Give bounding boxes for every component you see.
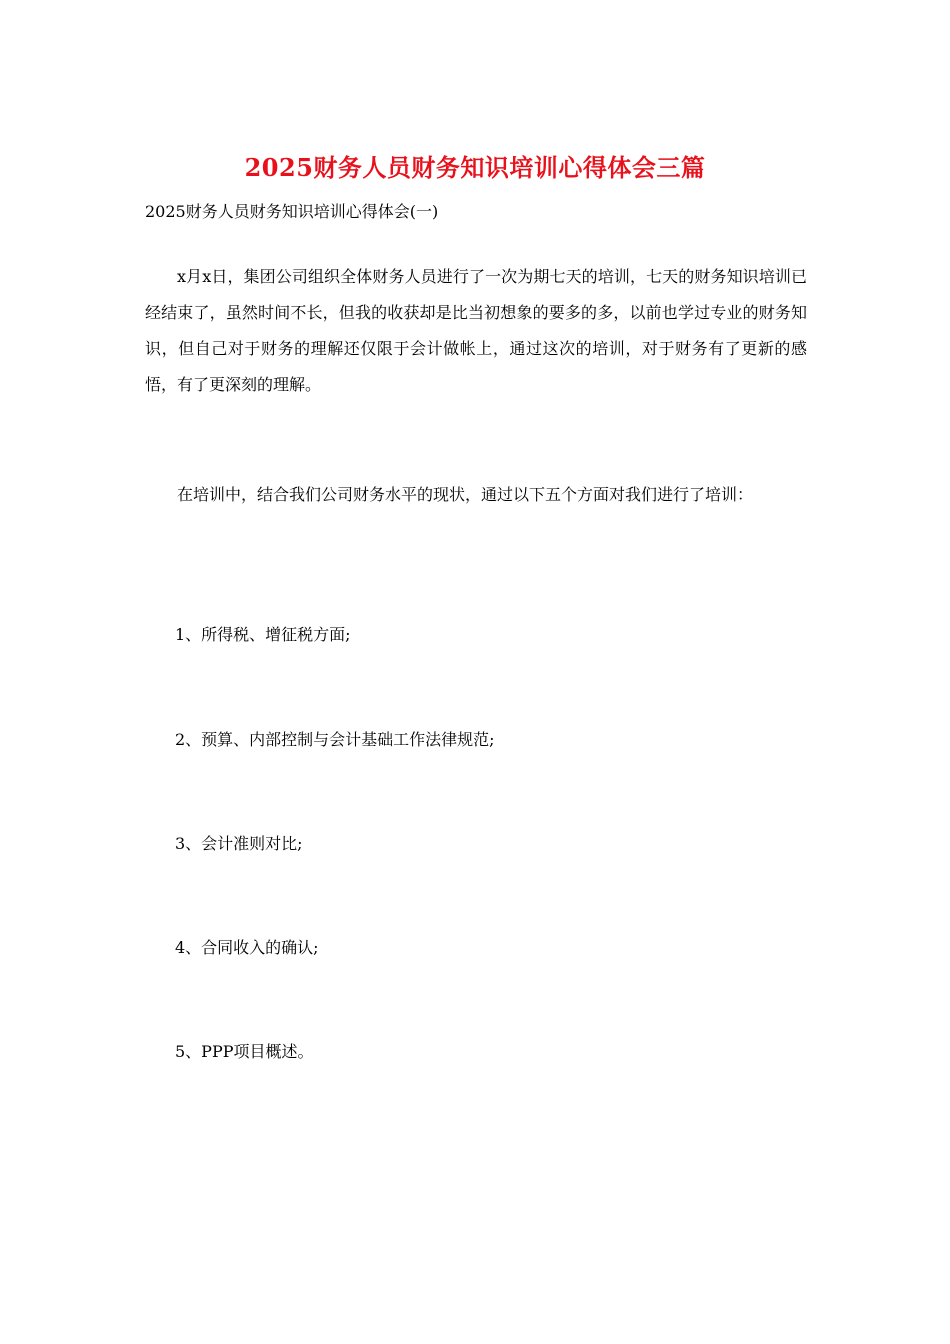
paragraph-intro: x月x日，集团公司组织全体财务人员进行了一次为期七天的培训，七天的财务知识培训已经结束了，虽然时间不长，但我的收获却是比当初想象的要多的多，以前也学过专业的财务知识，但自己对于财务的理解还仅限于会计做帐上，通过这次的培训，对于财务有了更新的感悟，有了更深刻的理解。 [145, 267, 807, 394]
list-item: 1、所得税、增征税方面; [175, 625, 351, 644]
paragraph-training: 在培训中，结合我们公司财务水平的现状，通过以下五个方面对我们进行了培训： [177, 485, 754, 504]
document-title: 2025财务人员财务知识培训心得体会三篇 [244, 153, 706, 182]
section-subtitle: 2025财务人员财务知识培训心得体会(一) [145, 202, 439, 221]
list-item: 2、预算、内部控制与会计基础工作法律规范; [175, 730, 495, 749]
list-item: 4、合同收入的确认; [175, 938, 319, 957]
list-item: 5、PPP项目概述。 [175, 1042, 314, 1061]
list-item: 3、会计准则对比; [175, 834, 303, 853]
